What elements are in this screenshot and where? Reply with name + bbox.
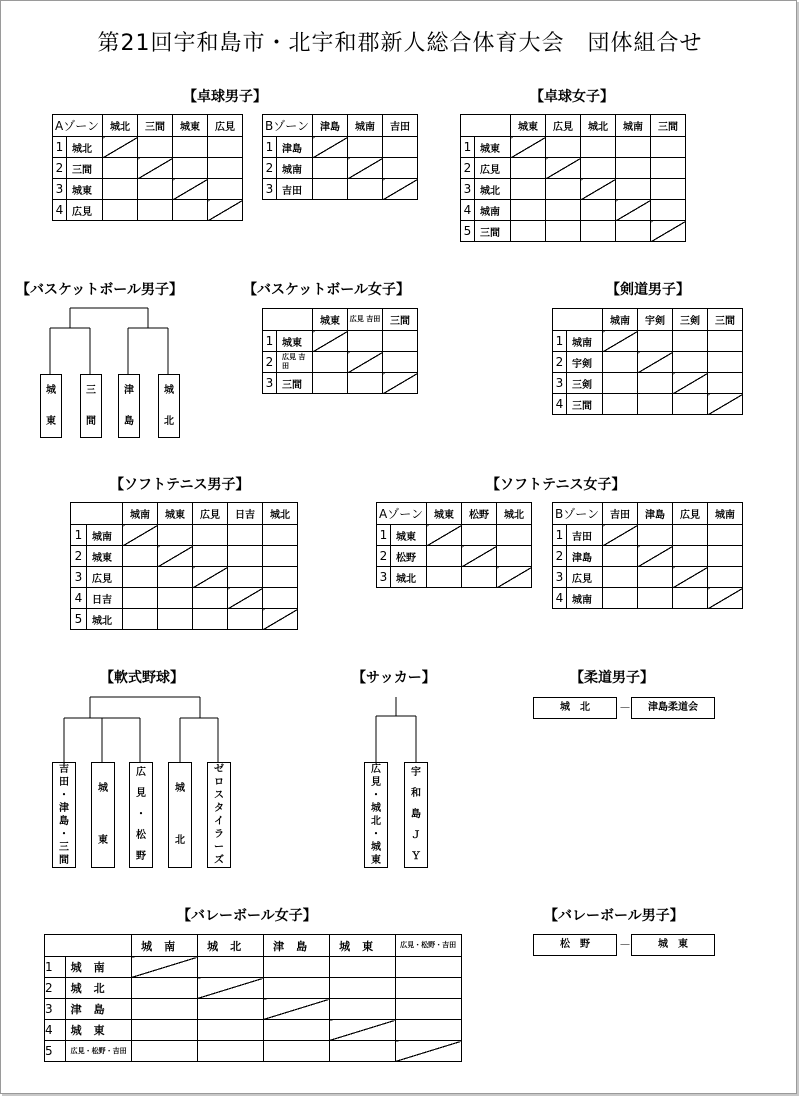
bracket-team-char: ・ [59,789,69,801]
column-header: 城東 [158,503,193,525]
row-team-name: 城南 [87,525,123,546]
bracket-team-char: ・ [59,828,69,840]
result-cell [197,1020,263,1041]
row-number: 3 [553,373,567,394]
row-team-name: 広見 吉田 [277,352,313,373]
row-team-name: 城北 [87,609,123,630]
result-cell [197,999,263,1020]
bracket-team-char: ・ [371,828,381,840]
bracket-team-char: Ｙ [411,850,421,862]
table-row [45,1041,462,1062]
column-header: 広見 [673,503,708,525]
row-team-name: 松野 [391,546,427,567]
diagonal-cell [263,999,329,1020]
result-cell [329,978,395,999]
bracket-team-char: 三 [86,384,96,396]
bracket-team-char: 城 [371,802,381,814]
bracket-team-char: ズ [214,854,224,866]
row-number: 3 [553,567,567,588]
bracket-team-char: 東 [46,415,56,427]
column-header: 日吉 [228,503,263,525]
row-number: 4 [45,1020,66,1041]
row-number: 3 [71,567,87,588]
row-number: 1 [263,331,277,352]
column-header: 城北 [497,503,532,525]
row-number: 2 [553,546,567,567]
row-number: 2 [53,158,67,179]
row-team-name: 広見 [567,567,603,588]
column-header: 城東 [329,935,395,957]
row-team-name: 三間 [277,373,313,394]
row-number: 4 [71,588,87,609]
corner-cell: Aゾーン [377,503,427,525]
bracket-team-box [404,762,428,868]
bracket-team-char: 広 [371,763,381,775]
volleyball-boys-heading: 【バレーボール男子】 [544,908,684,924]
bracket-team-char: 間 [59,854,69,866]
row-number: 5 [461,221,475,242]
column-header: 城北 [103,115,138,137]
column-header: 三間 [138,115,173,137]
result-cell [197,957,263,978]
column-header: 城南 [616,115,651,137]
bracket-team-char: 城 [371,841,381,853]
bracket-team-char: ・ [371,789,381,801]
row-number: 5 [71,609,87,630]
bracket-team-char: 津 [59,802,69,814]
bracket-team-char: Ｊ [411,829,421,841]
table-tennis-girls-heading: 【卓球女子】 [530,89,614,105]
row-team-name: 津島 [65,999,131,1020]
bracket-team-char: 間 [86,415,96,427]
result-cell [131,999,197,1020]
row-team-name: 吉田 [277,179,313,200]
result-cell [131,1041,197,1062]
column-header: 津島 [263,935,329,957]
bracket-team-char: イ [214,815,224,827]
result-cell [329,957,395,978]
row-number: 3 [53,179,67,200]
table-row [45,999,462,1020]
result-cell [263,957,329,978]
result-cell [263,978,329,999]
column-header: 城南 [131,935,197,957]
column-header: 城北 [581,115,616,137]
volleyball-girls-heading: 【バレーボール女子】 [177,908,317,924]
row-team-name: 三剣 [567,373,603,394]
bracket-team-char: 島 [124,415,134,427]
row-team-name: 城北 [475,179,511,200]
table-row [45,957,462,978]
row-number: 2 [263,352,277,373]
row-number: 2 [377,546,391,567]
result-cell [197,1041,263,1062]
bracket-team-char: 東 [371,854,381,866]
bracket-team-char: 三 [59,841,69,853]
bracket-team-char: 東 [98,835,108,846]
row-number: 4 [553,394,567,415]
row-number: 4 [53,200,67,221]
bracket-team-char: 見 [136,788,146,800]
column-header: 城南 [348,115,383,137]
result-cell [131,1020,197,1041]
bracket-team-char: 宇 [411,767,421,779]
bracket-team-char: 和 [411,788,421,800]
bracket-team-char: ラ [214,828,224,840]
kendo-boys-heading: 【剣道男子】 [606,282,690,298]
corner-cell: Aゾーン [53,115,103,137]
bracket-team-char: ・ [136,808,146,820]
column-header: 松野 [462,503,497,525]
column-header: 三剣 [673,309,708,331]
volleyball-boys-team-2: 城 東 [631,934,715,956]
column-header: 吉田 [603,503,638,525]
row-team-name: 吉田 [567,525,603,546]
row-number: 2 [461,158,475,179]
row-number: 2 [263,158,277,179]
row-team-name: 城東 [65,1020,131,1041]
row-team-name: 城南 [475,200,511,221]
column-header: 城南 [708,503,743,525]
bracket-team-char: 島 [59,815,69,827]
row-number: 4 [461,200,475,221]
row-number: 2 [553,352,567,373]
row-number: 4 [553,588,567,609]
volleyball-girls-table [44,934,462,1062]
row-team-name: 三間 [475,221,511,242]
bracket-team-char: 北 [175,835,185,846]
row-team-name: 城北 [65,978,131,999]
bracket-team-char: 野 [136,850,146,862]
row-number: 2 [45,978,66,999]
row-team-name: 三間 [567,394,603,415]
result-cell [329,1041,395,1062]
row-team-name: 広見 [87,567,123,588]
baseball-heading: 【軟式野球】 [100,670,184,686]
bracket-team-char: ロ [214,776,224,788]
basketball-girls-heading: 【バスケットボール女子】 [243,282,411,298]
bracket-team-char: 城 [164,384,174,396]
column-header: 津島 [313,115,348,137]
column-header: 城北 [263,503,298,525]
diagonal-cell [197,978,263,999]
row-team-name: 城東 [87,546,123,567]
row-team-name: 広見 [475,158,511,179]
result-cell [131,978,197,999]
row-team-name: 三間 [67,158,103,179]
row-number: 2 [71,546,87,567]
result-cell [395,978,461,999]
row-team-name: 城南 [567,331,603,352]
row-number: 3 [263,179,277,200]
judo-boys-heading: 【柔道男子】 [570,670,654,686]
row-team-name: 広見・松野・吉田 [65,1041,131,1062]
row-team-name: 城南 [277,158,313,179]
column-header: 広見 [193,503,228,525]
judo-dash: － [619,701,632,715]
bracket-team-char: ス [214,789,224,801]
row-number: 1 [263,137,277,158]
soft-tennis-boys-heading: 【ソフトテニス男子】 [110,477,250,493]
table-tennis-boys-heading: 【卓球男子】 [183,89,267,105]
bracket-team-char: 見 [371,776,381,788]
column-header: 三間 [708,309,743,331]
column-header: 広見 吉田 [348,309,383,331]
corner-cell: Bゾーン [553,503,603,525]
page-title: 第21回宇和島市・北宇和郡新人総合体育大会 団体組合せ [97,31,703,56]
column-header: 広見 [208,115,243,137]
column-header: 城北 [197,935,263,957]
column-header: 広見・松野・吉田 [395,935,461,957]
diagonal-cell [329,1020,395,1041]
row-team-name: 城北 [67,137,103,158]
bracket-team-char: 北 [164,415,174,427]
column-header: 城南 [603,309,638,331]
row-number: 1 [45,957,66,978]
row-number: 3 [45,999,66,1020]
column-header: 城東 [511,115,546,137]
volleyball-boys-team-1: 松 野 [533,934,617,956]
column-header: 城南 [123,503,158,525]
column-header: 城東 [313,309,348,331]
row-team-name: 城北 [391,567,427,588]
row-team-name: 城東 [277,331,313,352]
diagonal-cell [131,957,197,978]
bracket-team-char: タ [214,802,224,814]
bracket-team-char: 田 [59,776,69,788]
row-team-name: 城東 [475,137,511,158]
bracket-team-char: 城 [98,783,108,794]
row-number: 3 [263,373,277,394]
row-number: 1 [461,137,475,158]
row-team-name: 城東 [67,179,103,200]
soft-tennis-girls-heading: 【ソフトテニス女子】 [486,477,626,493]
column-header: 城東 [427,503,462,525]
bracket-team-char: 城 [46,384,56,396]
column-header: 城東 [173,115,208,137]
bracket-team-char: 北 [371,815,381,827]
bracket-team-char: 城 [175,783,185,794]
row-number: 1 [53,137,67,158]
diagonal-cell [395,1041,461,1062]
column-header: 吉田 [383,115,418,137]
column-header: 三間 [651,115,686,137]
row-team-name: 城南 [65,957,131,978]
result-cell [395,999,461,1020]
column-header: 宇剣 [638,309,673,331]
row-team-name: 宇剣 [567,352,603,373]
row-number: 1 [553,525,567,546]
row-team-name: 津島 [277,137,313,158]
result-cell [263,1020,329,1041]
row-number: 3 [461,179,475,200]
row-number: 5 [45,1041,66,1062]
row-team-name: 城東 [391,525,427,546]
bracket-team-char: 吉 [59,763,69,775]
bracket-team-char: ゼ [214,763,224,775]
column-header: 三間 [383,309,418,331]
bracket-team-char: 津 [124,384,134,396]
row-number: 1 [553,331,567,352]
row-number: 1 [71,525,87,546]
basketball-boys-heading: 【バスケットボール男子】 [16,282,184,298]
result-cell [263,1041,329,1062]
soccer-heading: 【サッカー】 [352,670,436,686]
result-cell [329,999,395,1020]
corner-cell: Bゾーン [263,115,313,137]
row-number: 1 [377,525,391,546]
volleyball-boys-dash: － [619,938,632,952]
bracket-team-char: 島 [411,808,421,820]
bracket-team-char: 広 [136,767,146,779]
bracket-team-box [364,762,388,868]
bracket-team-char: 松 [136,829,146,841]
judo-team-1: 城 北 [533,697,617,719]
table-row [45,1020,462,1041]
row-team-name: 城南 [567,588,603,609]
row-team-name: 広見 [67,200,103,221]
row-team-name: 津島 [567,546,603,567]
column-header: 津島 [638,503,673,525]
row-team-name: 日吉 [87,588,123,609]
result-cell [395,957,461,978]
table-row [45,978,462,999]
row-number: 3 [377,567,391,588]
bracket-team-char: ー [214,841,224,853]
judo-team-2: 津島柔道会 [631,697,715,719]
result-cell [395,1020,461,1041]
column-header: 広見 [546,115,581,137]
corner-cell [45,935,132,957]
